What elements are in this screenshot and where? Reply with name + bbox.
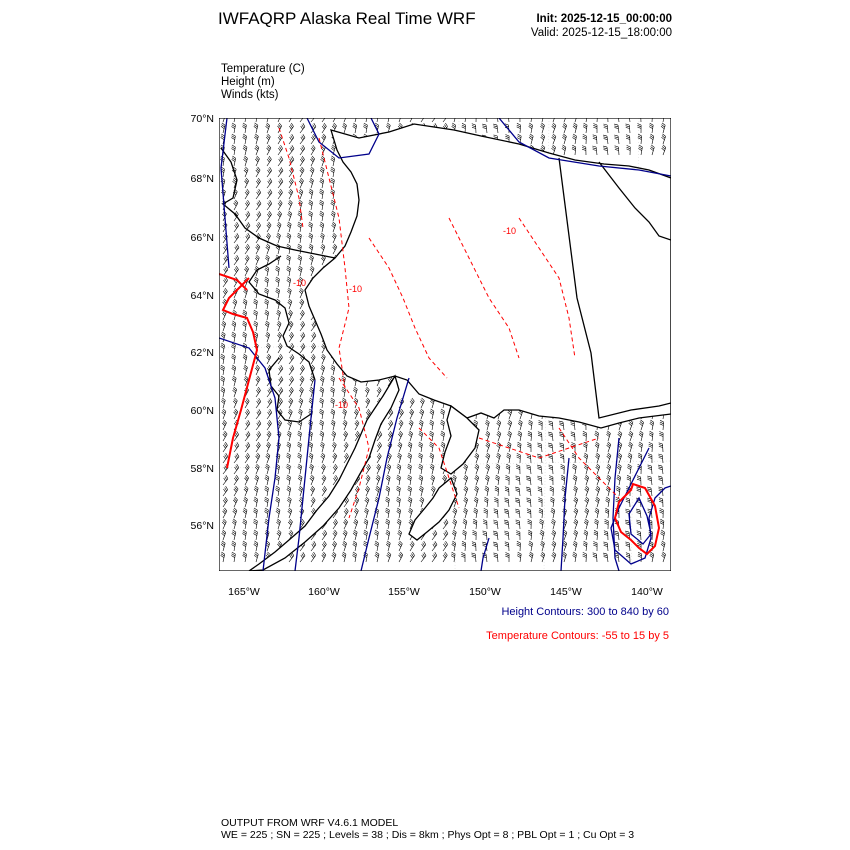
temperature-contour-label: -10 xyxy=(503,226,517,236)
lon-label: 140°W xyxy=(631,586,663,598)
map-title: IWFAQRP Alaska Real Time WRF xyxy=(218,9,476,28)
lon-label: 155°W xyxy=(388,586,420,598)
temperature-contour-label: -10 xyxy=(335,400,349,410)
lat-label: 66°N xyxy=(190,232,214,244)
lon-label: 145°W xyxy=(550,586,582,598)
lon-label: 160°W xyxy=(308,586,340,598)
model-info-line2: WE = 225 ; SN = 225 ; Levels = 38 ; Dis = 8km ; Phys Opt = 8 ; PBL Opt = 1 ; Cu Opt = 3 xyxy=(221,829,635,841)
height-contour-legend: Height Contours: 300 to 840 by 60 xyxy=(501,606,669,618)
lon-label: 165°W xyxy=(228,586,260,598)
temperature-contour-label: -10 xyxy=(349,284,363,294)
map-panel xyxy=(219,118,671,571)
lat-label: 68°N xyxy=(190,173,214,185)
lat-label: 58°N xyxy=(190,463,214,475)
model-info-line1: OUTPUT FROM WRF V4.6.1 MODEL xyxy=(221,817,399,829)
field-label-temperature: Temperature (C) xyxy=(221,63,305,75)
init-time: Init: 2025-12-15_00:00:00 xyxy=(536,13,672,25)
lat-label: 56°N xyxy=(190,520,214,532)
lon-label: 150°W xyxy=(469,586,501,598)
lat-label: 64°N xyxy=(190,290,214,302)
temperature-contour-label: -10 xyxy=(293,278,307,288)
field-label-height: Height (m) xyxy=(221,76,275,88)
field-label-winds: Winds (kts) xyxy=(221,89,279,101)
temperature-contour-legend: Temperature Contours: -55 to 15 by 5 xyxy=(486,630,669,642)
valid-time: Valid: 2025-12-15_18:00:00 xyxy=(530,27,672,39)
lat-label: 70°N xyxy=(190,113,214,125)
lat-label: 62°N xyxy=(190,347,214,359)
lat-label: 60°N xyxy=(190,405,214,417)
